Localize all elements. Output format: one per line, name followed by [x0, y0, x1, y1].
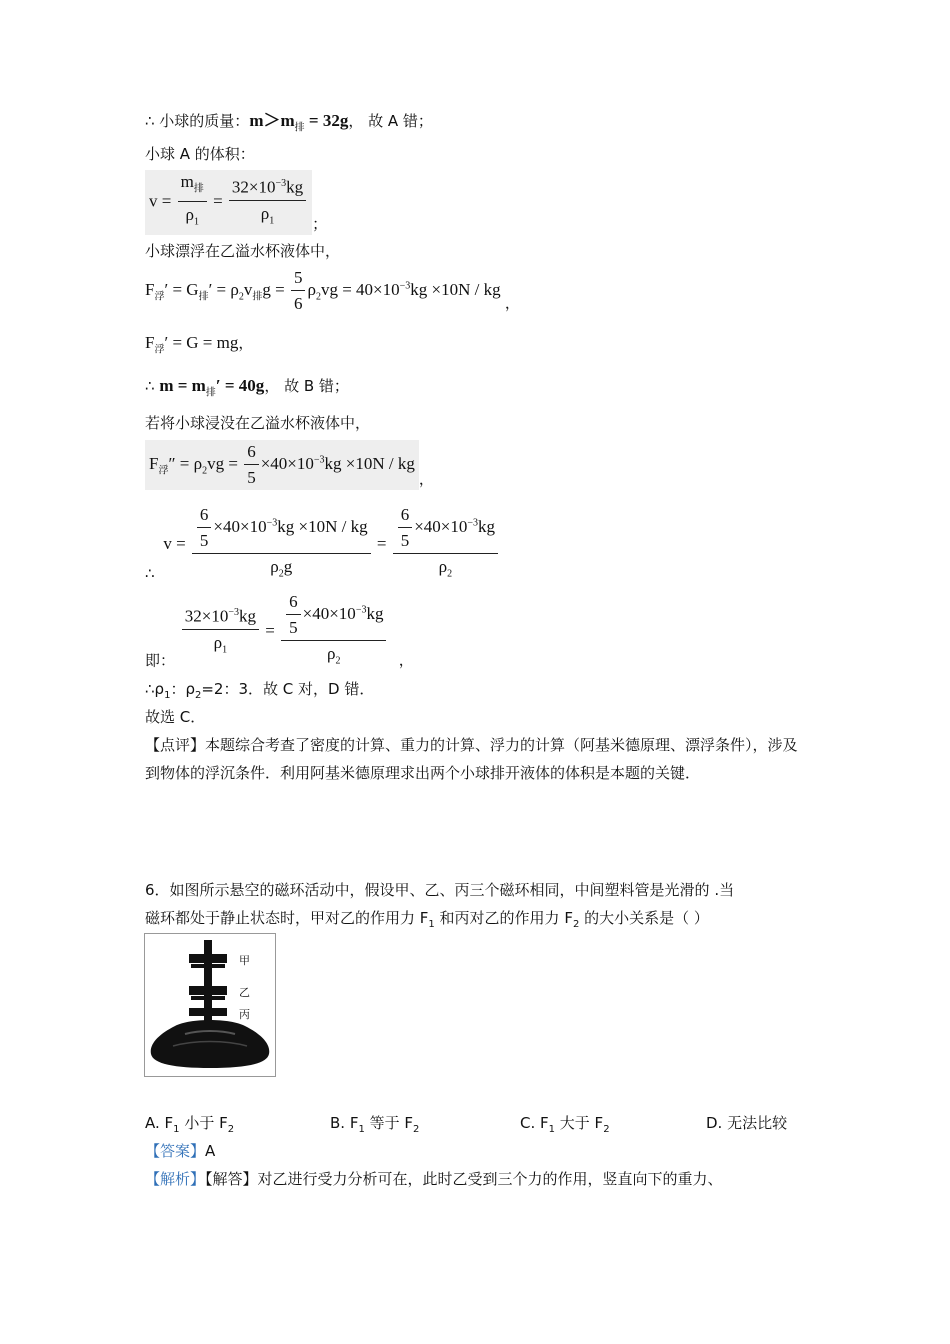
mass-equals-line: ∴ $m = m_排' = 40g$， 故 B 错； — [145, 376, 349, 399]
analysis-line: 【解析】【解答】对乙进行受力分析可在，此时乙受到三个力的作用，竖直向下的重力、 — [145, 1170, 723, 1188]
volume-submerged-equation: ∴ v = $\frac{6}{5}$ $\times 40\times 10^{-3}kg \times 10N$ / kg $\rho_2g$ = $\frac{6}{5}$ $\times 40\times 10^{-3}kg$ $\rho_2$ — [145, 505, 500, 584]
volume-equation: v = $\frac{m_排}{\rho_1}$ = $\frac{32\times 10^{-3}kg}{\rho_1}$ ； — [145, 170, 327, 235]
option-a[interactable]: A. $F_1$ 小于 $F_2$ — [145, 1114, 235, 1135]
buoyancy-submerged-equation: $F_浮'' = \rho_2vg$ = $\frac{6}{5}$ $\times 40\times 10^{-3}kg \times 10N$ / kg， — [145, 440, 434, 490]
submerged-text: 若将小球浸没在乙溢水杯液体中， — [145, 414, 371, 432]
floating-text: 小球漂浮在乙溢水杯液体中， — [145, 242, 341, 260]
answer-line: 【答案】A — [145, 1142, 216, 1160]
comment-paragraph: 【点评】本题综合考查了密度的计算、重力的计算、浮力的计算（阿基米德原理、漂浮条件），涉及到物体的浮沉条件．利用阿基米德原理求出两个小球排开液体的体积是本题的关键． — [145, 736, 798, 782]
option-d[interactable]: D. 无法比较 — [706, 1114, 788, 1132]
buoyancy-float-equation: $F_浮' = G_排' = \rho_2v_排g$ = $\frac{5}{6}$ $\rho_2vg = 40\times 10^{-3}kg \times 10N$ / kg ， — [145, 268, 520, 313]
question-6: 6．如图所示悬空的磁环活动中，假设甲、乙、丙三个磁环相同，中间塑料管是光滑的 .当 磁环都处于静止状态时，甲对乙的作用力 $F_1$ 和丙对乙的作用力 $F_2$ 的大小关系是（ ） — [145, 881, 735, 930]
ratio-equation: 即： $\frac{32\times 10^{-3}kg}{\rho_1}$ = $\frac{6}{5}$ $\times 40\times 10^{-3}kg$ $\rho_2$ ， — [145, 592, 414, 670]
label-yi: 乙 — [239, 986, 250, 999]
mass-line: ∴ 小球的质量：$m>m_排 = 32g$， 故 A 错； — [145, 111, 433, 134]
choice-line: 故选 C． — [145, 708, 206, 726]
option-b[interactable]: B. $F_1$ 等于 $F_2$ — [330, 1114, 420, 1135]
label-jia: 甲 — [239, 954, 250, 967]
volume-label: 小球 A 的体积： — [145, 145, 255, 163]
option-c[interactable]: C. $F_1$ 大于 $F_2$ — [520, 1114, 610, 1135]
buoyancy-gravity-equation: $F_浮' = G$ = mg， — [145, 333, 254, 356]
magnet-rings-figure — [144, 933, 276, 1077]
label-bing: 丙 — [239, 1008, 250, 1021]
magnet-rings-illustration — [145, 934, 275, 1076]
ratio-result: $\therefore\rho_1$：$\rho_2=2$：3．故 C 对，D 错． — [145, 680, 375, 701]
